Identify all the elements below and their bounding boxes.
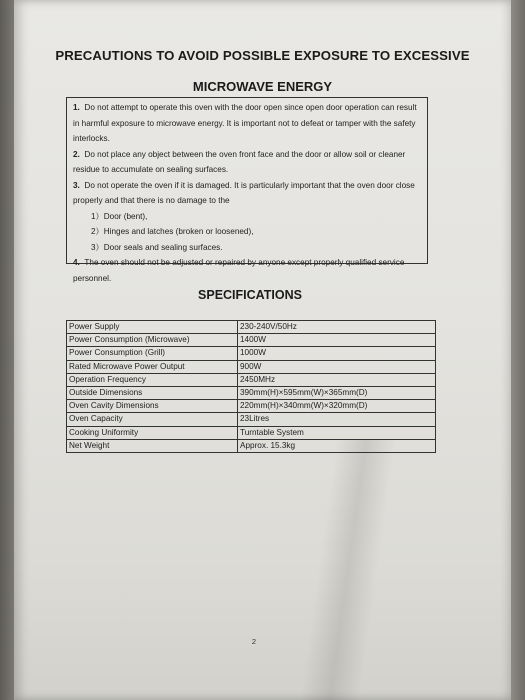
spec-label: Oven Cavity Dimensions (67, 400, 238, 413)
table-row (67, 426, 436, 439)
spec-value: 900W (238, 360, 436, 373)
table-row (67, 347, 436, 360)
item-number: 3. (73, 180, 80, 190)
sub-item: 3）Door seals and sealing surfaces. (91, 242, 223, 252)
page-title: PRECAUTIONS TO AVOID POSSIBLE EXPOSURE TO EXCESSIVE (55, 48, 470, 63)
sub-item: 2）Hinges and latches (broken or loosened), (91, 227, 254, 236)
page-number: 2 (251, 637, 257, 646)
item-text: Do not operate the oven if it is damaged. It is particularly important that the oven door close properly and that there is no damage to the (73, 180, 415, 205)
page-subtitle: MICROWAVE ENERGY (192, 79, 333, 94)
spec-value: 220mm(H)×340mm(W)×320mm(D) (238, 400, 436, 413)
sub-item: 1）Door (bent), (91, 211, 148, 221)
precaution-item (73, 255, 421, 286)
item-number: 4. (73, 258, 80, 267)
item-text: Do not place any object between the oven front face and the door or allow soil or cleaner residue to accumulate on sealing surfaces. (73, 149, 406, 174)
table-row (67, 413, 436, 426)
spec-label: Power Consumption (Grill) (67, 347, 238, 360)
table-row (67, 373, 436, 386)
table-row (67, 334, 436, 347)
table-row (67, 360, 436, 373)
table-row (67, 400, 436, 413)
spec-label: Power Supply (67, 321, 238, 334)
spec-value: 390mm(H)×595mm(W)×365mm(D) (238, 386, 436, 399)
table-row (67, 439, 436, 452)
item-number: 2. (73, 149, 80, 159)
spec-value: 1000W (238, 347, 436, 360)
item-text: The oven should not be adjusted or repaired by anyone except properly qualified service personnel. (73, 258, 405, 283)
spec-label: Power Consumption (Microwave) (67, 334, 238, 347)
precaution-item (73, 178, 421, 209)
spec-label: Rated Microwave Power Output (67, 360, 238, 373)
spec-value: Approx. 15.3kg (238, 439, 436, 452)
item-text: Do not attempt to operate this oven with the door open since open door operation can result in harmful exposure to microwave energy. It is important not to defeat or tamper with the safety interlocks. (73, 103, 417, 143)
precaution-item (73, 100, 421, 147)
spec-label: Outside Dimensions (67, 386, 238, 399)
spec-label: Cooking Uniformity (67, 426, 238, 439)
table-row (67, 321, 436, 334)
spec-label: Net Weight (67, 439, 238, 452)
spec-label: Operation Frequency (67, 373, 238, 386)
spec-label: Oven Capacity (67, 413, 238, 426)
specifications-table (66, 320, 436, 453)
precautions-box (66, 97, 428, 283)
table-row (67, 386, 436, 399)
spec-value: 23Litres (238, 413, 436, 426)
spec-value: 1400W (238, 334, 436, 347)
spec-value: 2450MHz (238, 373, 436, 386)
specifications-title: SPECIFICATIONS (198, 288, 302, 302)
item-number: 1. (73, 103, 80, 112)
spec-value: 230-240V/50Hz (238, 321, 436, 334)
spec-value: Turntable System (238, 426, 436, 439)
precaution-item (73, 147, 421, 178)
